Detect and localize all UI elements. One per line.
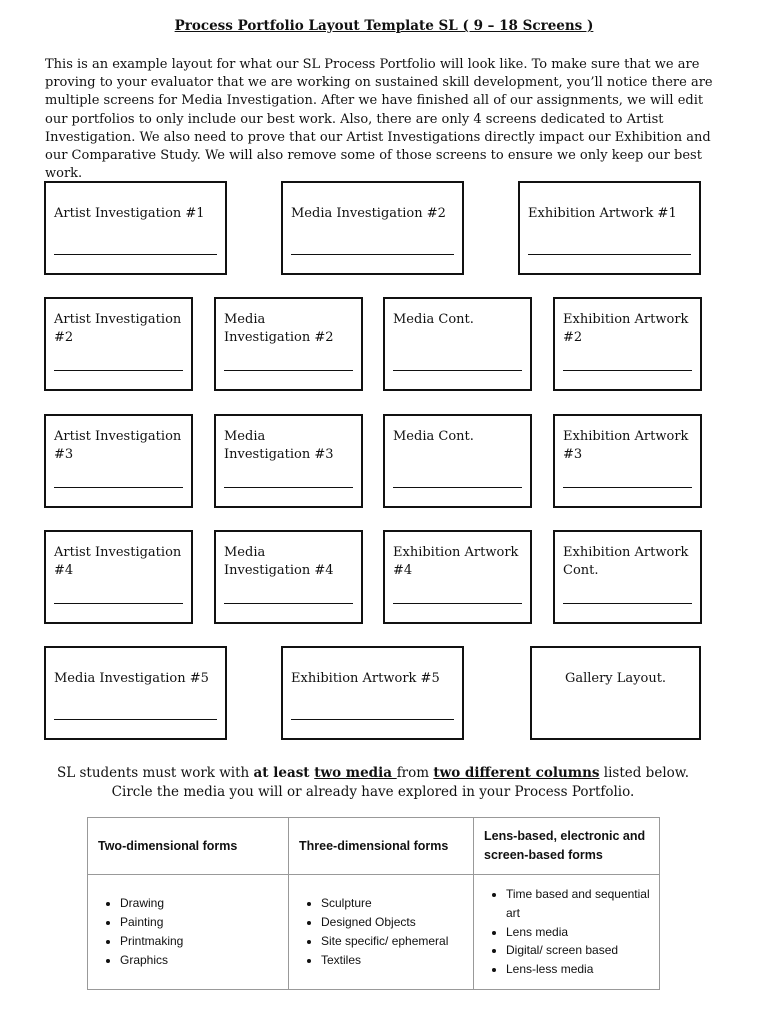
note-bold-underlined: two media — [314, 765, 397, 781]
screen-label: Media Investigation #2 — [291, 206, 446, 221]
name-line — [563, 603, 692, 604]
note-bold: at least — [253, 765, 315, 781]
list-item: • Graphics — [120, 951, 288, 970]
screen-box — [214, 530, 363, 624]
screen-label: Exhibition Artwork Cont. — [563, 545, 689, 578]
name-line — [393, 370, 522, 371]
table-row — [88, 875, 660, 990]
screen-box — [553, 530, 702, 624]
name-line — [291, 254, 454, 255]
screen-label: Exhibition Artwork #3 — [563, 429, 689, 462]
screen-label: Artist Investigation #2 — [54, 312, 182, 345]
note-text: listed below. — [599, 765, 690, 781]
screen-label: Artist Investigation #1 — [54, 206, 205, 221]
screen-box — [383, 414, 532, 508]
name-line — [224, 603, 353, 604]
screen-box — [214, 414, 363, 508]
screen-box — [44, 646, 227, 740]
media-cell — [289, 875, 474, 990]
screen-label: Media Investigation #5 — [54, 671, 209, 686]
media-requirement-note — [0, 764, 746, 802]
list-item: • Textiles — [321, 951, 473, 970]
screen-label: Artist Investigation #4 — [54, 545, 182, 578]
screen-label: Exhibition Artwork #2 — [563, 312, 689, 345]
screen-box — [214, 297, 363, 391]
table-header-row — [88, 818, 660, 875]
intro-paragraph: This is an example layout for what our SL Process Portfolio will look like. To make sure that we are proving to your evaluator that we are working on sustained skill development, you’ll notice there are multiple screens for Media Investigation. After we have finished all of our assignments, we will edit our portfolios to only include our best work. Also, there are only 4 screens dedicated to Artist Investigation. We also need to prove that our Artist Investigations directly impact our Exhibition and our Comparative Study. We will also remove some of those screens to ensure we only keep our best work. — [45, 57, 713, 182]
screen-label: Media Cont. — [393, 429, 474, 444]
note-instruction: Circle the media you will or already have explored in your Process Portfolio. — [111, 784, 635, 800]
name-line — [563, 370, 692, 371]
screen-box — [383, 297, 532, 391]
screen-box — [518, 181, 701, 275]
list-item: • Time based and sequential art — [506, 885, 659, 923]
screen-box — [281, 646, 464, 740]
note-text: SL students must work with — [56, 765, 254, 781]
screen-box — [44, 414, 193, 508]
column-header: Three-dimensional forms — [289, 818, 474, 875]
media-cell — [474, 875, 660, 990]
list-item: • Painting — [120, 913, 288, 932]
name-line — [393, 487, 522, 488]
name-line — [54, 487, 183, 488]
media-table — [87, 817, 660, 990]
name-line — [54, 603, 183, 604]
name-line — [54, 254, 217, 255]
screen-box — [44, 530, 193, 624]
screen-label: Media Investigation #3 — [224, 429, 334, 462]
note-text: from — [396, 765, 434, 781]
screen-label: Gallery Layout. — [564, 671, 667, 686]
name-line — [54, 370, 183, 371]
name-line — [291, 719, 454, 720]
screen-label: Media Investigation #4 — [224, 545, 334, 578]
name-line — [563, 487, 692, 488]
screen-box — [553, 297, 702, 391]
screen-label: Exhibition Artwork #1 — [528, 206, 677, 221]
screen-label: Exhibition Artwork #5 — [291, 671, 440, 686]
list-item: • Sculpture — [321, 894, 473, 913]
list-item: • Site specific/ ephemeral — [321, 932, 473, 951]
list-item: • Lens-less media — [506, 960, 659, 979]
screen-box — [553, 414, 702, 508]
screen-box — [44, 181, 227, 275]
name-line — [224, 370, 353, 371]
screen-box — [383, 530, 532, 624]
note-bold-underlined: two different columns — [433, 765, 600, 781]
column-header: Two-dimensional forms — [88, 818, 289, 875]
name-line — [528, 254, 691, 255]
list-item: • Lens media — [506, 923, 659, 942]
name-line — [54, 719, 217, 720]
screen-label: Artist Investigation #3 — [54, 429, 182, 462]
list-item: • Digital/ screen based — [506, 941, 659, 960]
screen-label: Media Investigation #2 — [224, 312, 334, 345]
name-line — [224, 487, 353, 488]
page-title: Process Portfolio Layout Template SL ( 9 – 18 Screens ) — [174, 18, 594, 34]
name-line — [393, 603, 522, 604]
list-item: • Drawing — [120, 894, 288, 913]
column-header: Lens-based, electronic and screen-based forms — [474, 818, 660, 875]
media-cell — [88, 875, 289, 990]
screen-box — [44, 297, 193, 391]
screen-box — [530, 646, 701, 740]
screen-label: Exhibition Artwork #4 — [393, 545, 519, 578]
screen-box — [281, 181, 464, 275]
screen-label: Media Cont. — [393, 312, 474, 327]
list-item: • Designed Objects — [321, 913, 473, 932]
list-item: • Printmaking — [120, 932, 288, 951]
